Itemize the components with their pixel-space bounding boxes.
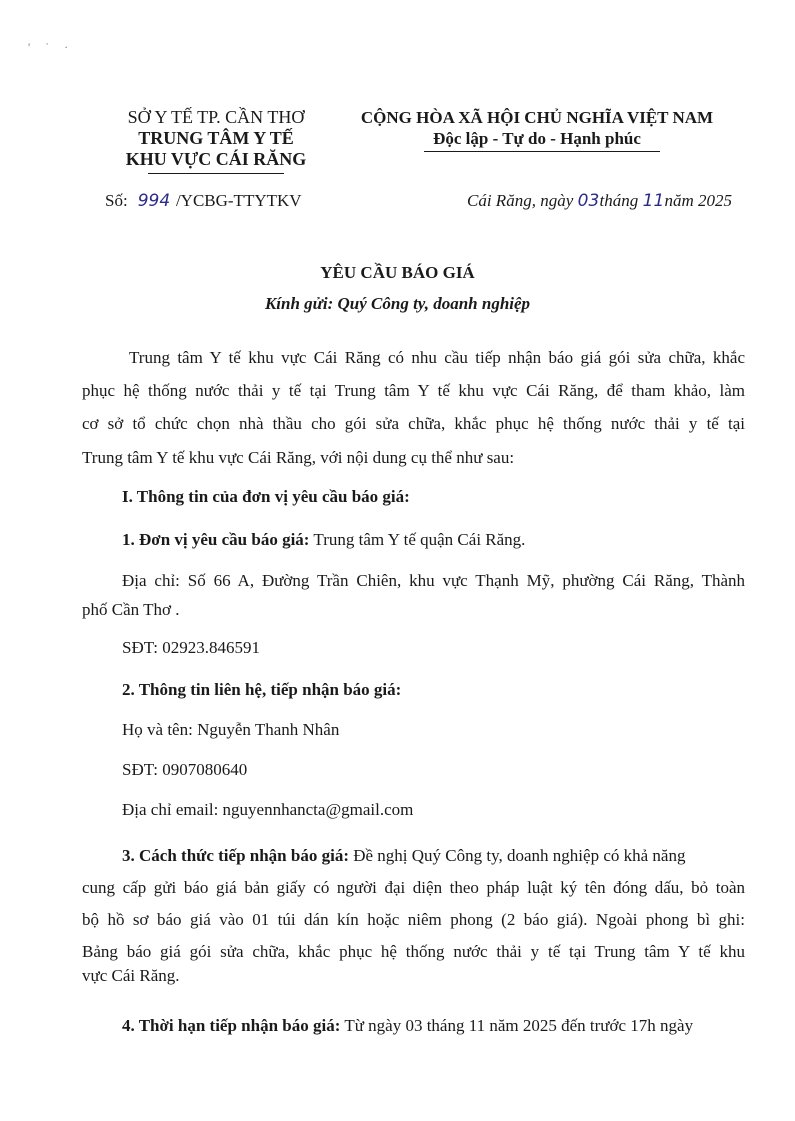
intro-line: Trung tâm Y tế khu vực Cái Răng, với nội dung cụ thể như sau: xyxy=(82,448,515,467)
doc-number-handwritten: 994 xyxy=(137,191,171,211)
item3-line: vực Cái Răng. xyxy=(82,966,180,985)
document-number xyxy=(105,191,302,211)
header-motto-underline xyxy=(424,151,660,152)
doc-number-prefix: Số: xyxy=(105,191,128,210)
item4 xyxy=(122,1016,745,1036)
item4-value: Từ ngày 03 tháng 11 năm 2025 đến trước 17h ngày xyxy=(340,1016,694,1035)
date-place: Cái Răng, ngày xyxy=(467,191,574,210)
date-day-handwritten: 03 xyxy=(577,191,600,211)
header-left-underline xyxy=(148,173,284,174)
intro-line: Trung tâm Y tế khu vực Cái Răng có nhu cầu tiếp nhận báo giá gói sửa chữa, khắc xyxy=(129,348,745,367)
item1-label: 1. Đơn vị yêu cầu báo giá: xyxy=(122,530,310,549)
item3-line: cung cấp gửi báo giá bản giấy có người đại diện theo pháp luật ký tên đóng dấu, bỏ toàn xyxy=(82,878,745,897)
intro-line: cơ sở tổ chức chọn nhà thầu cho gói sửa chữa, khắc phục hệ thống nước thải y tế tại xyxy=(82,414,745,433)
header-motto: Độc lập - Tự do - Hạnh phúc xyxy=(433,129,641,148)
intro-line: phục hệ thống nước thải y tế tại Trung tâm Y tế khu vực Cái Răng, để tham khảo, làm xyxy=(82,381,745,400)
item3-label: 3. Cách thức tiếp nhận báo giá: xyxy=(122,846,349,865)
header-district: KHU VỰC CÁI RĂNG xyxy=(125,149,307,169)
item3-first-line xyxy=(122,846,745,866)
item3-first-text: Đề nghị Quý Công ty, doanh nghiệp có khả năng xyxy=(348,846,686,865)
date-month-handwritten: 11 xyxy=(642,191,665,211)
header-republic: CỘNG HÒA XÃ HỘI CHỦ NGHĨA VIỆT NAM xyxy=(360,108,714,127)
item4-label: 4. Thời hạn tiếp nhận báo giá: xyxy=(122,1016,341,1035)
header-ministry: SỞ Y TẾ TP. CẦN THƠ xyxy=(127,107,305,127)
address-line: Địa chỉ: Số 66 A, Đường Trần Chiên, khu vực Thạnh Mỹ, phường Cái Răng, Thành xyxy=(122,571,745,590)
item2-heading: 2. Thông tin liên hệ, tiếp nhận báo giá: xyxy=(122,680,402,699)
item1 xyxy=(122,530,525,550)
contact-name: Họ và tên: Nguyễn Thanh Nhân xyxy=(122,720,340,739)
phone-unit: SĐT: 02923.846591 xyxy=(122,638,260,657)
date-month-word: tháng xyxy=(599,191,639,210)
scan-specks: ' ˙ · xyxy=(28,40,75,54)
date-line xyxy=(467,191,732,211)
salutation: Kính gửi: Quý Công ty, doanh nghiệp xyxy=(264,294,531,313)
document-title: YÊU CẦU BÁO GIÁ xyxy=(320,263,475,282)
item1-value: Trung tâm Y tế quận Cái Răng. xyxy=(309,530,526,549)
item3-line: Bảng báo giá gói sửa chữa, khắc phục hệ thống nước thải y tế tại Trung tâm Y tế khu xyxy=(82,942,745,961)
address-line: phố Cần Thơ . xyxy=(82,600,180,619)
date-year: năm 2025 xyxy=(664,191,733,210)
contact-phone: SĐT: 0907080640 xyxy=(122,760,248,779)
contact-email: Địa chỉ email: nguyennhancta@gmail.com xyxy=(122,800,414,819)
doc-number-suffix: /YCBG-TTYTKV xyxy=(175,191,302,210)
section1-heading: I. Thông tin của đơn vị yêu cầu báo giá: xyxy=(122,487,410,506)
header-center-name: TRUNG TÂM Y TẾ xyxy=(138,128,294,148)
item3-line: bộ hồ sơ báo giá vào 01 túi dán kín hoặc niêm phong (2 báo giá). Ngoài phong bì ghi: xyxy=(82,910,745,929)
